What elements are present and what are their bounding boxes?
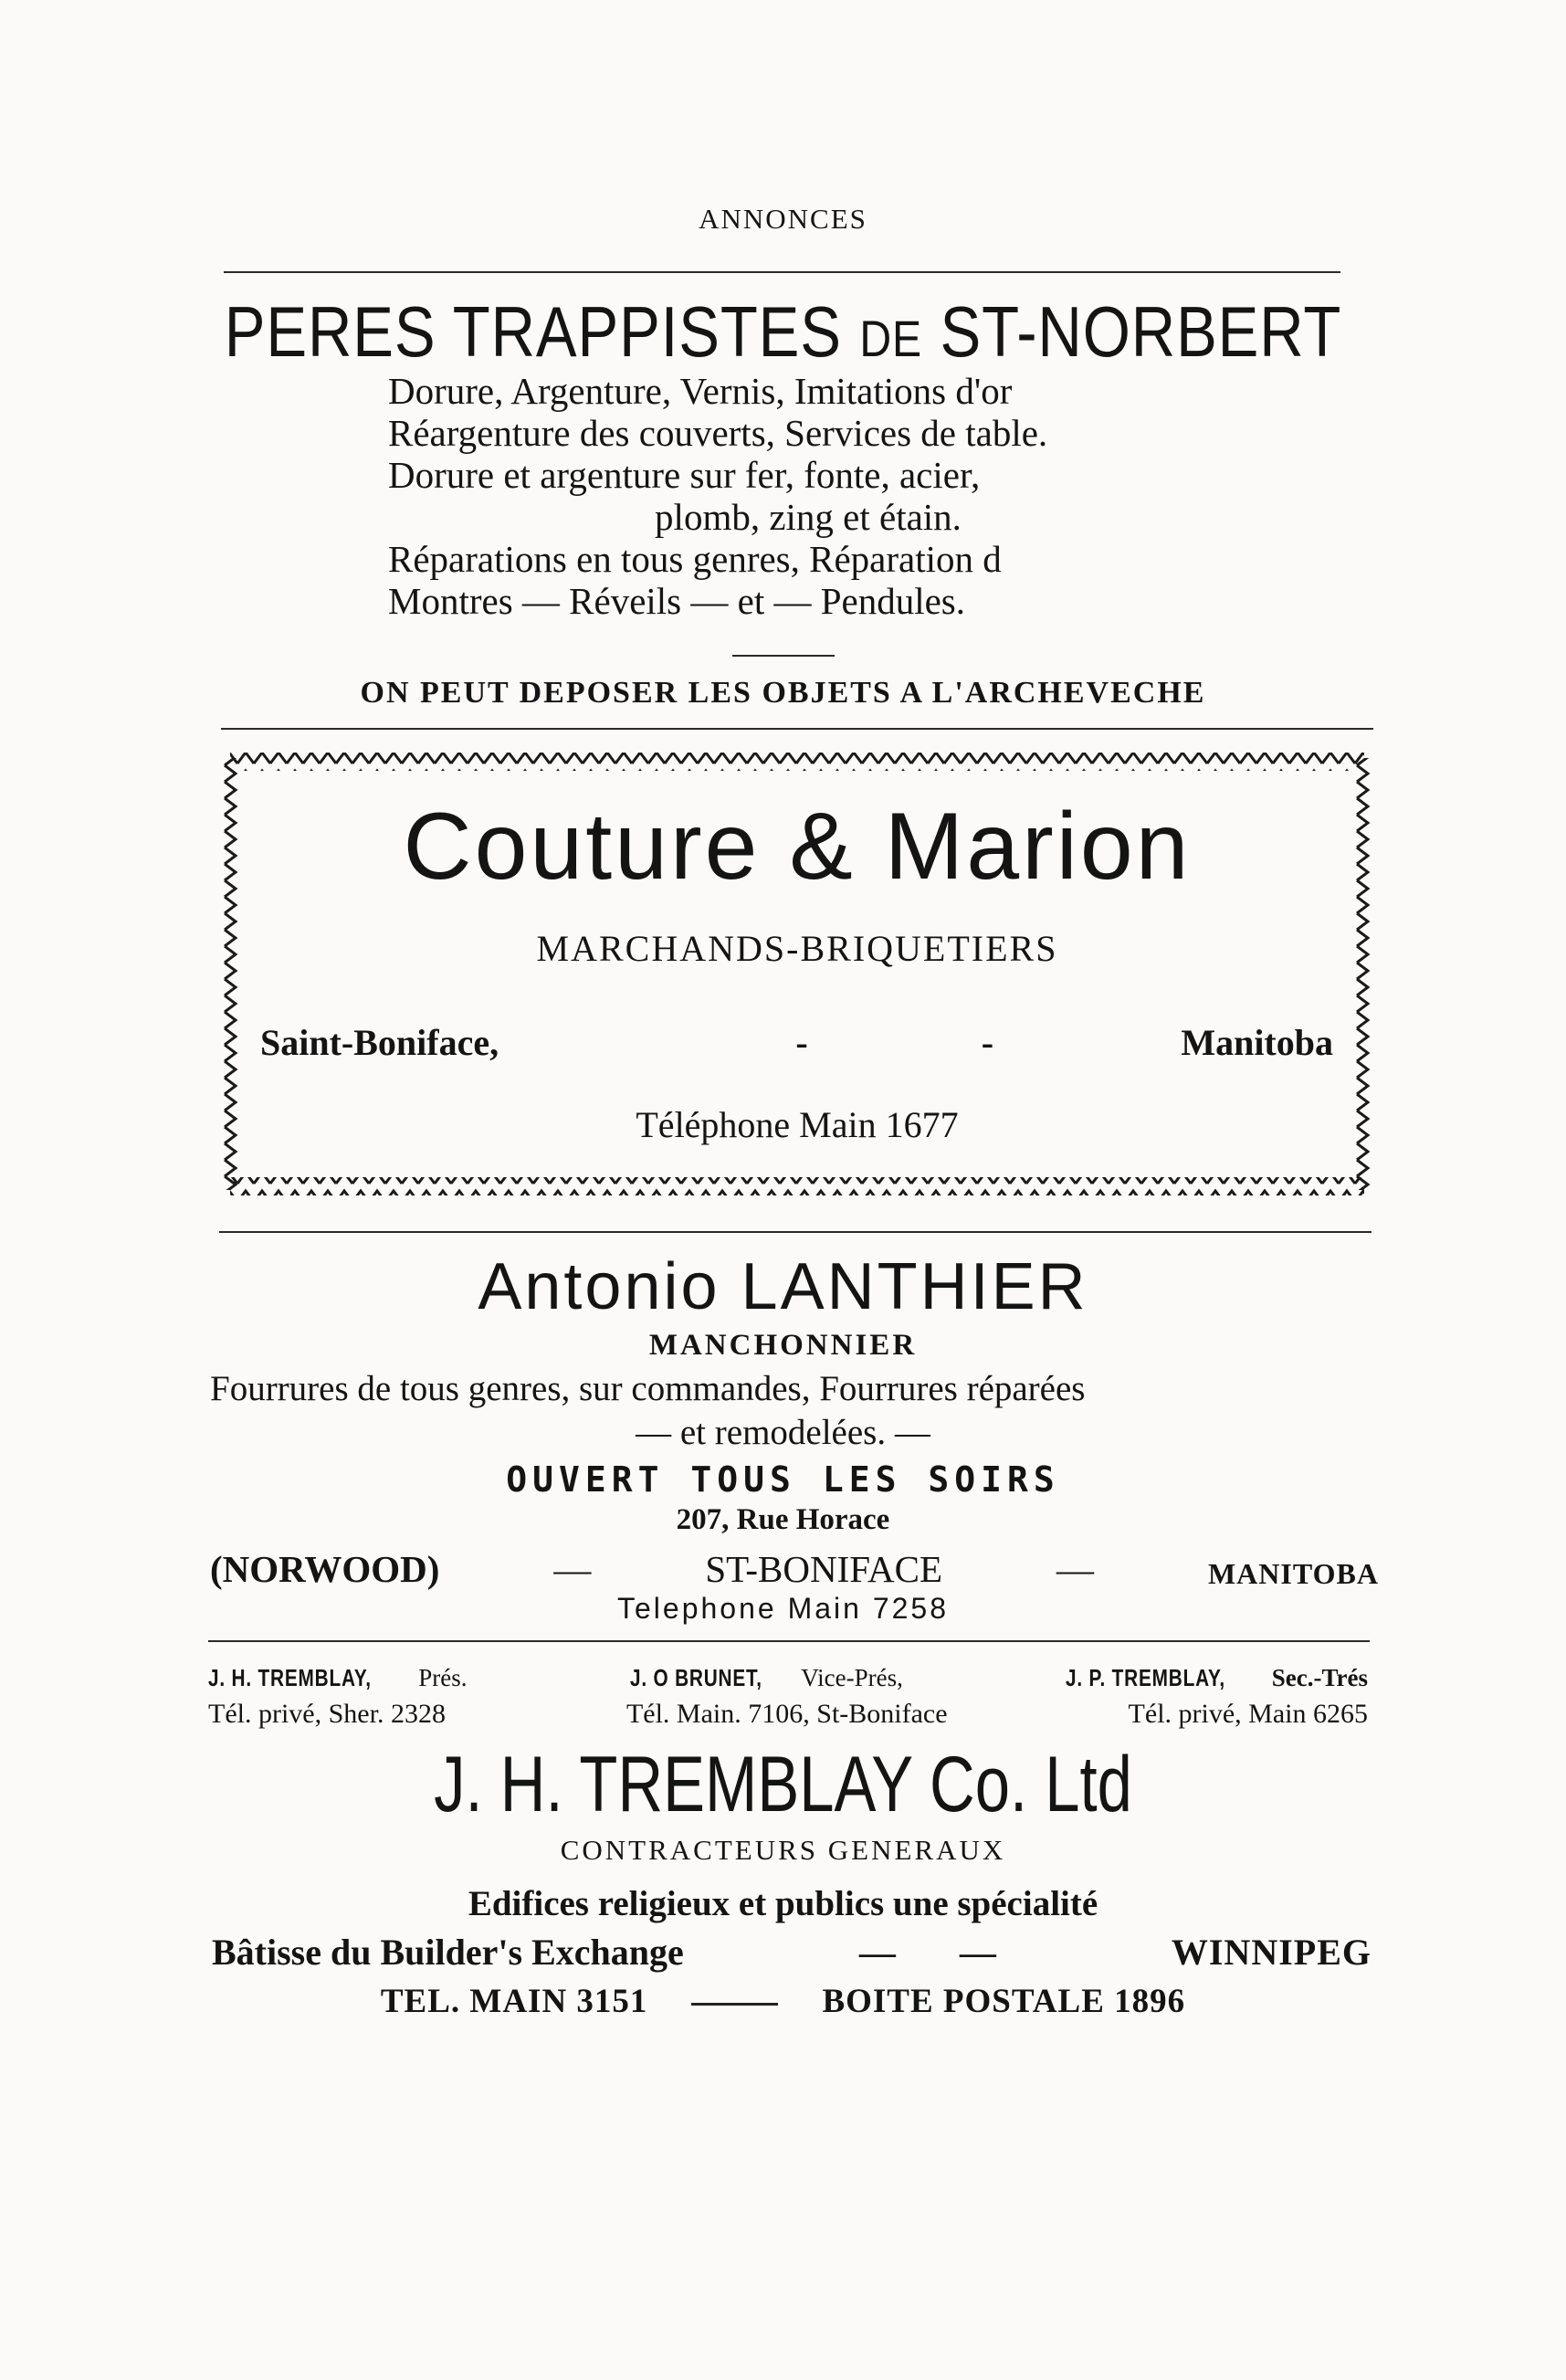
tremblay-location [212,1931,1372,1974]
trappistes-title-part: ST-NORBERT [921,291,1342,372]
officer-name: J. H. TREMBLAY, [208,1664,372,1691]
service-line: Réargenture des couverts, Services de table. [388,412,1048,454]
tremblay-phones [208,1699,1368,1730]
officer-title: Sec.-Trés [1271,1664,1368,1691]
lanthier-role: MANCHONNIER [648,1329,918,1362]
couture-marion-title: Couture & Marion [403,794,1192,900]
dash-text: — [553,1548,592,1590]
phone-text: Tél. Main. 7106, St-Boniface [625,1699,948,1729]
officer-name: J. O BRUNET, [629,1664,762,1691]
trappistes-services [388,370,1228,622]
couture-marion-phone: Téléphone Main 1677 [636,1104,959,1145]
building-text: Bâtisse du Builder's Exchange [212,1932,684,1973]
city-text: WINNIPEG [1171,1932,1372,1973]
officer [1066,1664,1368,1692]
province-text: Manitoba [1181,1022,1333,1063]
dash-text: — [1056,1548,1094,1590]
divider [224,271,1340,273]
officer [208,1664,468,1692]
service-line: Dorure et argenture sur fer, fonte, acier, [388,454,981,496]
couture-marion-subtitle: MARCHANDS-BRIQUETIERS [536,928,1058,969]
lanthier-address: 207, Rue Horace [676,1503,890,1536]
service-line: Montres — Réveils — et — Pendules. [388,580,966,622]
trappistes-title-part: PERES TRAPPISTES [224,291,860,372]
officer-title: Prés. [418,1664,468,1691]
province-text: MANITOBA [1207,1557,1379,1590]
po-box-text: BOITE POSTALE 1896 [822,1983,1186,2020]
officer-name: J. P. TREMBLAY, [1066,1664,1226,1691]
divider [208,1640,1370,1642]
phone-text: Tél. privé, Main 6265 [1128,1699,1368,1729]
service-line: plomb, zing et étain. [655,496,962,538]
couture-marion-location [260,1021,1333,1064]
divider [219,1231,1372,1233]
tremblay-specialty: Edifices religieux et publics une spécialité [468,1884,1098,1923]
phone-text: Tél. privé, Sher. 2328 [208,1699,446,1729]
trappistes-notice: ON PEUT DEPOSER LES OBJETS A L'ARCHEVECHE [360,676,1206,710]
dash-rule [691,2003,778,2006]
lanthier-phone: Telephone Main 7258 [616,1592,949,1625]
city-text: ST-BONIFACE [705,1548,943,1590]
tremblay-contact [0,1982,1566,2021]
lanthier-description-2: — et remodelées. — [636,1413,930,1452]
trappistes-title-part: DE [859,310,922,367]
trappistes-title [110,290,1456,374]
service-line: Dorure, Argenture, Vernis, Imitations d'or [388,370,1013,412]
area-text: (NORWOOD) [210,1548,440,1590]
officer [630,1664,903,1692]
dash-text: - [795,1022,808,1063]
tremblay-subtitle: CONTRACTEURS GENERAUX [560,1834,1006,1866]
lanthier-hours: OUVERT TOUS LES SOIRS [506,1459,1060,1500]
tremblay-officers [208,1664,1368,1692]
officer-title: Vice-Prés, [801,1664,903,1691]
lanthier-location [210,1547,1379,1591]
telephone-text: TEL. MAIN 3151 [380,1983,648,2020]
short-divider [732,655,835,657]
tremblay-title: J. H. TREMBLAY Co. Ltd [434,1741,1132,1828]
service-line: Réparations en tous genres, Réparation d [388,538,1002,580]
dash-text: — [959,1932,996,1973]
divider [221,728,1373,730]
dash-text: - [981,1022,994,1063]
lanthier-description: Fourrures de tous genres, sur commandes, Fourrures réparées [210,1369,1086,1408]
city-text: Saint-Boniface, [260,1022,499,1063]
page-header: ANNONCES [699,203,867,235]
dash-text: — [858,1932,896,1973]
lanthier-title: Antonio LANTHIER [478,1250,1088,1323]
